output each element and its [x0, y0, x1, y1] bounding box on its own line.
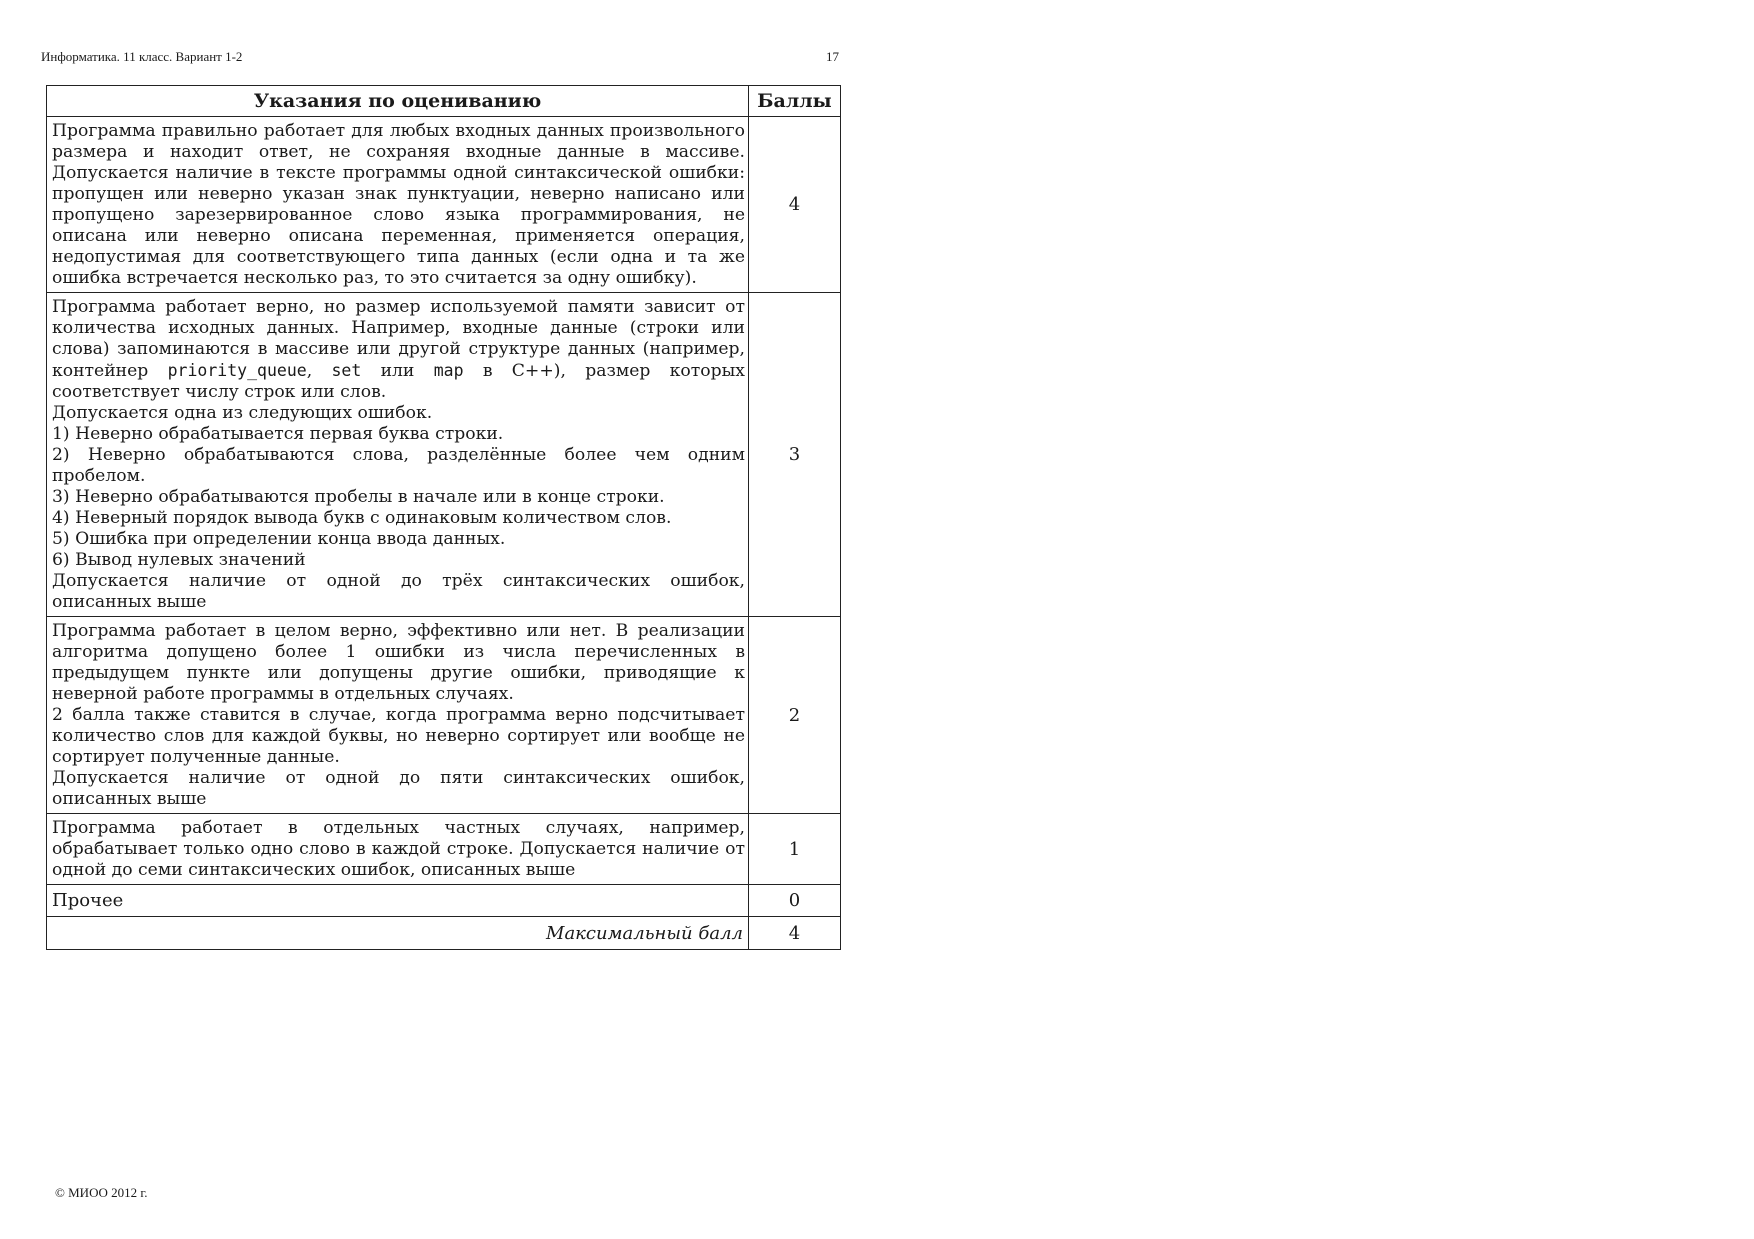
or-word: или	[380, 361, 415, 381]
max-score-row	[47, 917, 841, 950]
criteria-2-p3: Допускается наличие от одной до пяти синтаксических ошибок, описанных выше	[52, 768, 745, 809]
max-score-label: Максимальный балл	[47, 917, 749, 950]
points-3: 3	[749, 293, 841, 617]
criteria-2-p1: Программа работает в целом верно, эффективно или нет. В реализации алгоритма допущено более 1 ошибки из числа перечисленных в предыдущем пункте или допущены другие ошибки, приводящие к неверной работе программы в отдельных случаях.	[52, 621, 745, 704]
criteria-3-cell	[47, 293, 749, 617]
page-number: 17	[826, 49, 839, 64]
criteria-3-intro	[52, 297, 745, 403]
code-map: map	[433, 361, 464, 380]
points-1: 1	[749, 814, 841, 885]
intro-text-b: в C++), размер которых соответствует числу строк или слов.	[52, 361, 745, 402]
table-row	[47, 293, 841, 617]
criteria-2-cell	[47, 617, 749, 814]
intro-text-a: Программа работает верно, но размер используемой памяти зависит от количества исходных данных. Например, входные данные (строки или слова) запоминаются в массиве или другой структуре данных (например, контейнер	[52, 297, 745, 381]
criteria-header: Указания по оцениванию	[47, 86, 749, 117]
errors-intro: Допускается одна из следующих ошибок.	[52, 403, 433, 423]
points-header: Баллы	[749, 86, 841, 117]
copyright-footer: © МИОО 2012 г.	[55, 1185, 148, 1200]
criteria-3-closing: Допускается наличие от одной до трёх синтаксических ошибок, описанных выше	[52, 571, 745, 612]
code-set: set	[331, 361, 362, 380]
table-row	[47, 117, 841, 293]
points-4: 4	[749, 117, 841, 293]
code-priority-queue: priority_queue	[167, 361, 307, 380]
criteria-0-text: Прочее	[47, 885, 749, 917]
table-row	[47, 617, 841, 814]
list-item: 2) Неверно обрабатываются слова, разделённые более чем одним пробелом.	[52, 445, 745, 486]
points-2: 2	[749, 617, 841, 814]
criteria-2-p2: 2 балла также ставится в случае, когда программа верно подсчитывает количество слов для каждой буквы, но неверно сортирует или вообще не сортирует полученные данные.	[52, 705, 745, 767]
criteria-1-text: Программа работает в отдельных частных случаях, например, обрабатывает только одно слово в каждой строке. Допускается наличие от одной до семи синтаксических ошибок, описанных выше	[47, 814, 749, 885]
grading-table	[46, 85, 841, 950]
page-header: Информатика. 11 класс. Вариант 1-2	[41, 49, 243, 64]
criteria-4-text: Программа правильно работает для любых входных данных произвольного размера и находит ответ, не сохраняя входные данные в массиве. Допускается наличие в тексте программы одной синтаксической ошибки: пропущен или неверно указан знак пунктуации, неверно написано или пропущено зарезервированное слово языка программирования, не описана или неверно описана переменная, применяется операция, недопустимая для соответствующего типа данных (если одна и та же ошибка встречается несколько раз, то это считается за одну ошибку).	[47, 117, 749, 293]
list-item: 5) Ошибка при определении конца ввода данных.	[52, 529, 506, 549]
table-header-row	[47, 86, 841, 117]
table-row	[47, 885, 841, 917]
points-0: 0	[749, 885, 841, 917]
list-item: 4) Неверный порядок вывода букв с одинаковым количеством слов.	[52, 508, 672, 528]
table-row	[47, 814, 841, 885]
list-item: 1) Неверно обрабатывается первая буква строки.	[52, 424, 504, 444]
list-item: 6) Вывод нулевых значений	[52, 550, 306, 570]
list-item: 3) Неверно обрабатываются пробелы в начале или в конце строки.	[52, 487, 665, 507]
max-score-value: 4	[749, 917, 841, 950]
comma: ,	[306, 361, 313, 381]
